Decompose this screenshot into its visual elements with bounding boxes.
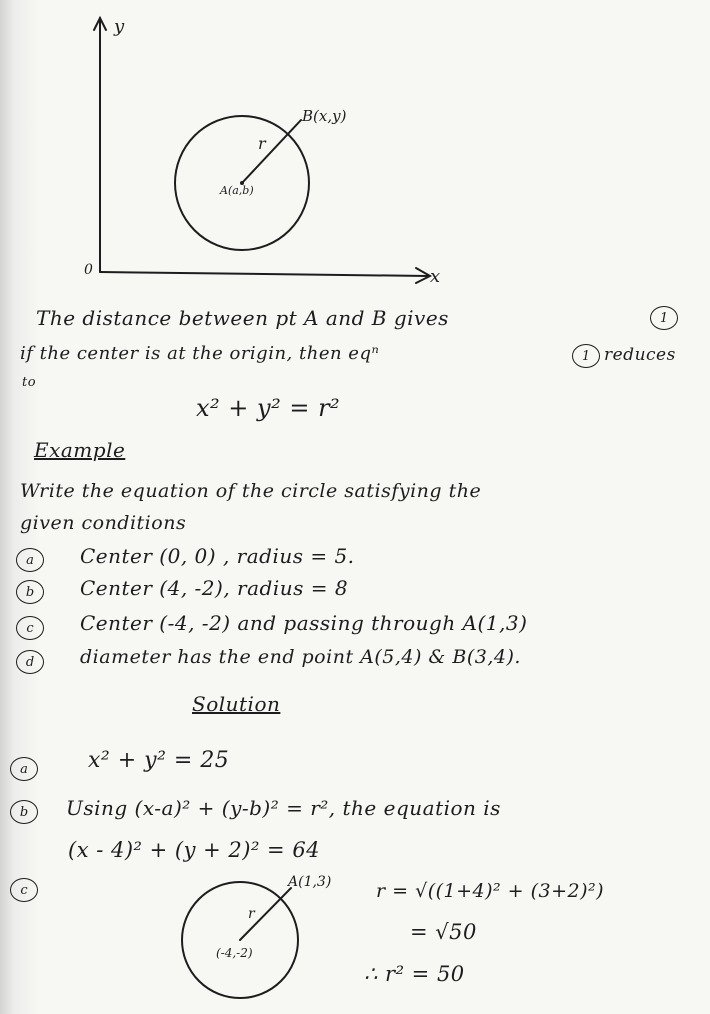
- solution-a-marker: a: [10, 757, 38, 781]
- solution-c-center-label: (-4,-2): [216, 946, 253, 960]
- solution-b-result: (x - 4)² + (y + 2)² = 64: [68, 838, 321, 862]
- solution-c-point-label: A(1,3): [288, 874, 332, 890]
- solution-c-marker: c: [10, 878, 38, 902]
- example-prompt-2: given conditions: [20, 512, 187, 534]
- item-c-text: Center (-4, -2) and passing through A(1,3): [80, 611, 528, 635]
- solution-b-text: Using (x-a)² + (y-b)² = r², the equation is: [66, 796, 501, 820]
- radius-label: r: [258, 134, 266, 153]
- item-b-marker: b: [16, 580, 44, 604]
- item-a-text: Center (0, 0) , radius = 5.: [80, 544, 355, 568]
- x-axis-label: x: [430, 266, 441, 287]
- example-prompt-1: Write the equation of the circle satisfying the: [20, 480, 482, 502]
- item-c-marker: c: [16, 616, 44, 640]
- item-d-marker: d: [16, 650, 44, 674]
- x-axis: [100, 272, 428, 276]
- radius-line: [242, 120, 301, 183]
- point-b-label: B(x,y): [302, 107, 347, 125]
- note-line-3: to: [22, 375, 37, 390]
- center-label: A(a,b): [220, 184, 254, 197]
- solution-b-marker: b: [10, 800, 38, 824]
- note-line-2-end: reduces: [604, 345, 676, 365]
- example-heading: Example: [34, 438, 126, 462]
- y-axis-label: y: [114, 16, 125, 37]
- note-line-2: if the center is at the origin, then eqⁿ: [20, 343, 380, 364]
- note-line-1: The distance between pt A and B gives: [36, 306, 449, 330]
- item-a-marker: a: [16, 548, 44, 572]
- solution-heading: Solution: [192, 692, 281, 716]
- note-line-2-marker: 1: [572, 344, 600, 368]
- solution-a-text: x² + y² = 25: [88, 748, 230, 773]
- circle-equation: x² + y² = r²: [196, 394, 341, 422]
- solution-c-r-eq1: r = √((1+4)² + (3+2)²): [376, 880, 605, 902]
- origin-label: 0: [84, 262, 93, 278]
- item-d-text: diameter has the end point A(5,4) & B(3,4).: [80, 646, 521, 668]
- solution-c-r-eq2: = √50: [410, 920, 477, 944]
- note-line-1-marker: 1: [650, 306, 678, 330]
- solution-c-radius-label: r: [248, 906, 255, 922]
- item-b-text: Center (4, -2), radius = 8: [80, 576, 349, 600]
- solution-c-r-eq3: ∴ r² = 50: [364, 962, 465, 986]
